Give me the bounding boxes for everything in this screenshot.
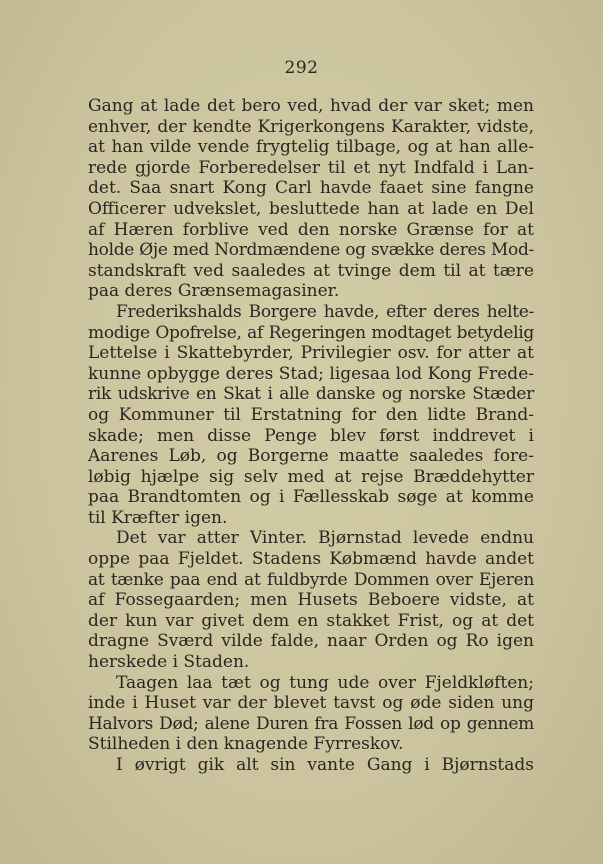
text-line: Taagen laa tæt og tung ude over Fjeldkløften; xyxy=(116,672,534,693)
text-line: Frederikshalds Borgere havde, efter deres helte- xyxy=(116,301,534,322)
paragraph xyxy=(88,755,534,776)
text-line: Aarenes Løb, og Borgerne maatte saaledes fore- xyxy=(88,446,534,467)
paragraph xyxy=(88,673,534,755)
text-line: Halvors Død; alene Duren fra Fossen lød op gennem xyxy=(88,713,534,734)
text-line: standskraft ved saaledes at tvinge dem til at tære xyxy=(88,260,534,281)
page-number: 292 xyxy=(284,58,319,78)
text-line: det. Saa snart Kong Carl havde faaet sine fangne xyxy=(88,178,534,199)
text-line: til Kræfter igen. xyxy=(88,507,228,528)
paragraph xyxy=(88,528,534,672)
text-line: skade; men disse Penge blev først inddrevet i xyxy=(88,425,534,446)
text-line: herskede i Staden. xyxy=(88,652,250,673)
text-line: af Fossegaarden; men Husets Beboere vidste, at xyxy=(88,590,534,611)
text-line: dragne Sværd vilde falde, naar Orden og Ro igen xyxy=(88,631,534,652)
text-line: der kun var givet dem en stakket Frist, og at det xyxy=(88,610,534,631)
text-line: rik udskrive en Skat i alle danske og norske Stæder xyxy=(88,384,534,405)
text-line: Stilheden i den knagende Fyrreskov. xyxy=(88,734,404,755)
text-line: at tænke paa end at fuldbyrde Dommen over Ejeren xyxy=(88,569,534,590)
text-line: paa Brandtomten og i Fællesskab søge at komme xyxy=(88,487,534,508)
text-line: at han vilde vende frygtelig tilbage, og at han alle- xyxy=(88,137,534,158)
text-line: modige Opofrelse, af Regeringen modtaget betydelig xyxy=(88,322,534,343)
text-line: oppe paa Fjeldet. Stadens Købmænd havde andet xyxy=(88,549,534,570)
body-text xyxy=(88,96,534,776)
text-line: Det var atter Vinter. Bjørnstad levede endnu xyxy=(116,528,534,549)
text-line: Lettelse i Skattebyrder, Privilegier osv. for atter at xyxy=(88,343,534,364)
paragraph xyxy=(88,302,534,529)
text-line: og Kommuner til Erstatning for den lidte Brand- xyxy=(88,404,534,425)
text-line: Gang at lade det bero ved, hvad der var sket; men xyxy=(88,96,534,116)
text-line: holde Øje med Nordmændene og svække deres Mod- xyxy=(88,240,534,261)
text-line: løbig hjælpe sig selv med at rejse Bræddehytter xyxy=(88,466,534,487)
text-line: Officerer udvekslet, besluttede han at lade en Del xyxy=(88,198,534,219)
text-line: I øvrigt gik alt sin vante Gang i Bjørnstads xyxy=(116,755,534,775)
text-line: kunne opbygge deres Stad; ligesaa lod Kong Frede- xyxy=(88,363,534,384)
text-line: rede gjorde Forberedelser til et nyt Indfald i Lan- xyxy=(88,157,534,178)
text-line: enhver, der kendte Krigerkongens Karakter, vidste, xyxy=(88,116,534,137)
text-line: inde i Huset var der blevet tavst og øde siden ung xyxy=(88,693,534,714)
text-line: paa deres Grænsemagasiner. xyxy=(88,281,340,302)
paragraph xyxy=(88,96,534,302)
text-line: af Hæren forblive ved den norske Grænse for at xyxy=(88,219,534,240)
